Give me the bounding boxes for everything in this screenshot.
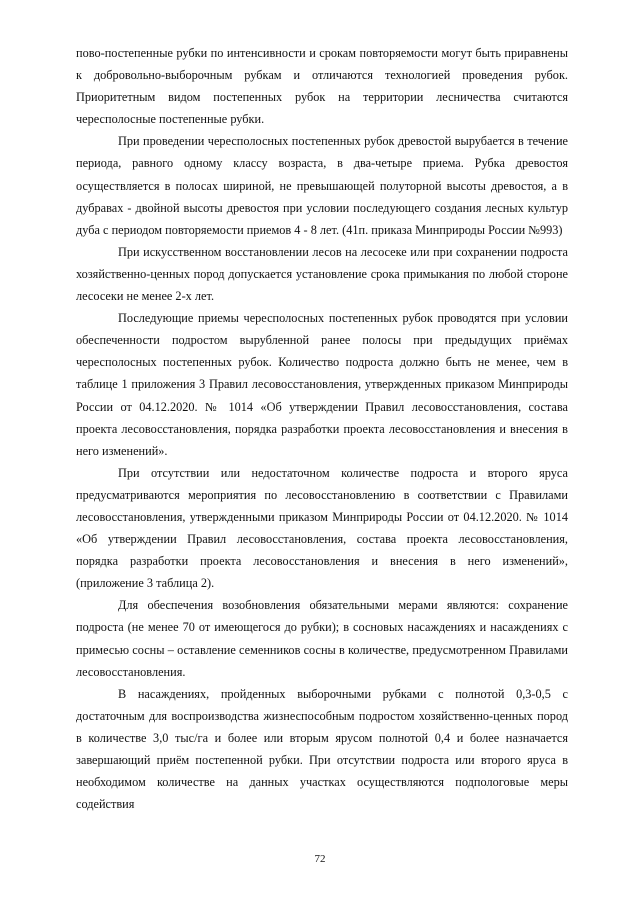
document-body	[76, 42, 568, 815]
paragraph-4: Последующие приемы чересполосных постепенных рубок проводятся при условии обеспеченности подростом вырубленной ранее полосы при предыдущих приёмах чересполосных постепенных рубок. Количество подроста должно быть не менее, чем в таблице 1 приложения 3 Правил лесовосстановления, утвержденных приказом Минприроды России от 04.12.2020. № 1014 «Об утверждении Правил лесовосстановления, состава проекта лесовосстановления, порядка разработки проекта лесовосстановления и внесения в него изменений».	[76, 311, 568, 458]
paragraph-3: При искусственном восстановлении лесов на лесосеке или при сохранении подроста хозяйственно-ценных пород допускается установление срока примыкания по любой стороне лесосеки не менее 2-х лет.	[76, 244, 568, 304]
paragraph-2: При проведении чересполосных постепенных рубок древостой вырубается в течение периода, равного одному классу возраста, в два-четыре приема. Рубка древостоя осуществляется в полосах шириной, не превышающей полуторной высоты древостоя, а в дубравах - двойной высоты древостоя при условии последующего создания лесных культур дуба с периодом повторяемости приемов 4 - 8 лет. (41п. приказа Минприроды России №993)	[76, 134, 568, 237]
paragraph-7: В насаждениях, пройденных выборочными рубками с полнотой 0,3-0,5 с достаточным для воспроизводства жизнеспособным подростом хозяйственно-ценных пород в количестве 3,0 тыс/га и более или вторым ярусом полнотой 0,4 и более назначается завершающий приём постепенной рубки. При отсутствии подроста или второго яруса в необходимом количестве на данных участках осуществляются подпологовые меры содействия	[76, 686, 568, 812]
paragraph-5: При отсутствии или недостаточном количестве подроста и второго яруса предусматриваются мероприятия по лесовосстановлению в соответствии с Правилами лесовосстановления, утвержденными приказом Минприроды России от 04.12.2020. № 1014 «Об утверждении Правил лесовосстановления, состава проекта лесовосстановления, порядка разработки проекта лесовосстановления и внесения в него изменений», (приложение 3 таблица 2).	[76, 465, 568, 591]
paragraph-6: Для обеспечения возобновления обязательными мерами являются: сохранение подроста (не менее 70 от имеющегося до рубки); в сосновых насаждениях и насаждениях с примесью сосны – оставление семенников сосны в количестве, предусмотренном Правилами лесовосстановления.	[76, 598, 568, 679]
page-number: 72	[314, 853, 326, 865]
paragraph-1: пово-постепенные рубки по интенсивности и срокам повторяемости могут быть приравнены к добровольно-выборочным рубкам и отличаются технологией проведения рубок. Приоритетным видом постепенных рубок на территории лесничества считаются чересполосные постепенные рубки.	[76, 46, 568, 127]
